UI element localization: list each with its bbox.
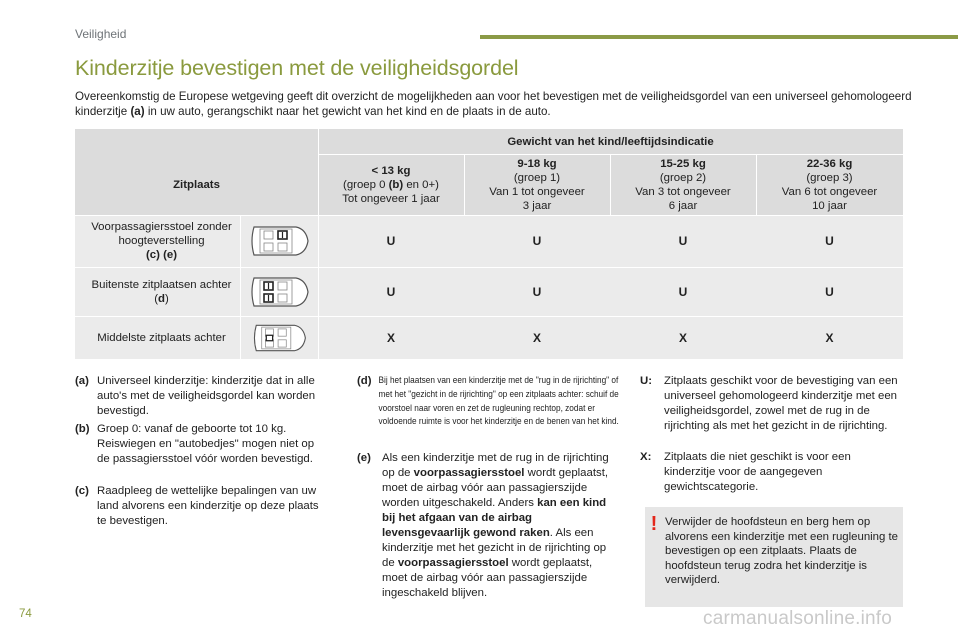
row-label-ref: d	[158, 292, 165, 305]
column-group	[343, 178, 439, 192]
footnote-a	[75, 374, 327, 419]
column-age: Van 3 tot ongeveer 6 jaar	[635, 185, 731, 212]
table-divider	[318, 215, 319, 359]
column-group-a: (groep 0	[343, 178, 389, 191]
table-divider	[610, 154, 611, 215]
footnote-e-t2: wordt geplaatst, moet de airbag vóór aan passagierszijde worden uitgeschakeld. Anders	[382, 467, 609, 509]
footnote-key: (b)	[75, 423, 90, 435]
legend-x	[640, 450, 902, 495]
warning-box	[645, 507, 903, 607]
car-front-passenger-icon	[240, 215, 318, 267]
legend-key: X:	[640, 451, 652, 463]
column-weight: < 13 kg	[371, 164, 411, 177]
value-cell: X	[610, 316, 756, 359]
column-header	[610, 154, 756, 215]
column-header	[464, 154, 610, 215]
table-divider	[75, 316, 903, 317]
car-rear-middle-seat-icon	[240, 316, 318, 359]
footnote-text: Universeel kinderzitje: kinderzitje dat in alle auto's met de veiligheidsgordel kan worden bevestigd.	[97, 375, 316, 417]
footnote-text: Bij het plaatsen van een kinderzitje met de "rug in de rijrichting" of met het "gezicht in de rijrichting" op een zitplaats achter: schuif de voorstoel naar voren en zet de rugleuning rechtop, zodat er voldoende ruimte is voor het kinderzitje en de benen van het kind.	[378, 375, 619, 428]
legend-u	[640, 374, 902, 434]
value-cell: X	[318, 316, 464, 359]
value-cell: U	[610, 267, 756, 316]
row-label	[75, 267, 240, 316]
seat-compatibility-table	[75, 129, 903, 359]
row-label-a: Buitenste zitplaatsen achter (	[91, 278, 232, 305]
column-weight: 9-18 kg	[517, 157, 557, 170]
row-label: Middelste zitplaats achter	[75, 316, 240, 359]
footnote-d	[357, 374, 627, 429]
row-label	[75, 215, 240, 267]
footnote-key: (d)	[357, 375, 372, 387]
car-rear-outer-seats-icon	[240, 267, 318, 316]
row-label-text	[83, 278, 240, 306]
value-cell: U	[756, 215, 903, 267]
column-age: Tot ongeveer 1 jaar	[342, 192, 440, 205]
page-title: Kinderzitje bevestigen met de veiligheidsgordel	[75, 56, 519, 80]
table-divider	[75, 215, 903, 216]
intro-paragraph	[75, 89, 915, 119]
footnote-key: (e)	[357, 452, 371, 464]
column-weight: 15-25 kg	[660, 157, 706, 170]
footnote-c	[75, 484, 327, 529]
footnote-b	[75, 422, 327, 467]
footnote-e-b2: kan een kind bij het afgaan van de airbag levensgevaarlijk gewond raken	[382, 497, 607, 539]
table-divider	[240, 215, 241, 359]
row-label-ref: (c) (e)	[145, 249, 177, 261]
column-group: (groep 3)	[806, 171, 853, 184]
column-age: Van 6 tot ongeveer 10 jaar	[781, 185, 878, 212]
column-age: Van 1 tot ongeveer 3 jaar	[489, 185, 585, 212]
watermark: carmanualsonline.info	[703, 608, 893, 629]
value-cell: X	[756, 316, 903, 359]
column-group-c: en 0+)	[403, 178, 439, 191]
value-cell: U	[318, 267, 464, 316]
legend-text: Zitplaats die niet geschikt is voor een kinderzitje voor de aangegeven gewichtscategorie.	[664, 451, 851, 493]
exclamation-icon: !	[650, 513, 658, 535]
weight-header: Gewicht van het kind/leeftijdsindicatie	[318, 129, 903, 154]
footnote-e-t3: . Als een kinderzitje met het gezicht in de rijrichting op de	[382, 527, 607, 569]
seat-header: Zitplaats	[75, 129, 318, 215]
column-weight: 22-36 kg	[806, 157, 853, 170]
value-cell: U	[756, 267, 903, 316]
footnote-e-b1: voorpassagiersstoel	[413, 467, 525, 479]
warning-text: Verwijder de hoofdsteun en berg hem op alvorens een kinderzitje met een rugleuning te bevestigen op een zitplaats. Plaats de hoofdsteun terug zodra het kinderzitje is verwijderd.	[665, 516, 899, 587]
page-number: 74	[19, 608, 32, 620]
footnote-e-t1: Als een kinderzitje met de rug in de rijrichting op de	[382, 452, 609, 479]
footnote-key: (a)	[75, 375, 89, 387]
footnote-key: (c)	[75, 485, 89, 497]
column-header	[756, 154, 903, 215]
footnote-e-t4: wordt geplaatst, moet de airbag vóór aan passagierszijde ingeschakeld blijven.	[382, 557, 593, 599]
row-label-b: )	[164, 292, 169, 305]
legend-key: U:	[640, 375, 653, 387]
footnote-e-b3: voorpassagiersstoel	[397, 557, 509, 569]
footnote-text: Groep 0: vanaf de geboorte tot 10 kg. Reiswiegen en "autobedjes" mogen niet op de passagiersstoel vóór worden bevestigd.	[97, 423, 315, 465]
intro-text-2: in uw auto, gerangschikt naar het gewicht van het kind en de plaats in de auto.	[144, 105, 551, 118]
column-header	[318, 154, 464, 215]
value-cell: U	[464, 215, 610, 267]
legend-text: Zitplaats geschikt voor de bevestiging van een universeel gehomologeerd kinderzitje met een veiligheidsgordel, zowel met de rug in de rijrichting als met het gezicht in de rijrichting.	[664, 375, 898, 432]
column-group-ref: (b)	[388, 178, 404, 191]
column-group: (groep 1)	[513, 171, 561, 184]
table-divider	[318, 129, 319, 215]
table-divider	[464, 154, 465, 215]
table-divider	[75, 267, 903, 268]
column-group: (groep 2)	[659, 171, 707, 184]
value-cell: U	[464, 267, 610, 316]
section-label: Veiligheid	[75, 27, 127, 41]
table-divider	[756, 154, 757, 215]
intro-text-1: Overeenkomstig de Europese wetgeving geeft dit overzicht de mogelijkheden aan voor het bevestigen met de veiligheidsgordel van een universeel gehomologeerd kinderzitje	[75, 90, 912, 118]
value-cell: U	[318, 215, 464, 267]
footnote-e	[357, 451, 627, 601]
section-bar	[480, 35, 958, 39]
row-label-text: Voorpassagiersstoel zonder hoogteverstelling	[91, 221, 232, 247]
footnote-text: Raadpleeg de wettelijke bepalingen van uw land alvorens een kinderzitje op deze plaats te bevestigen.	[97, 485, 319, 527]
value-cell: U	[610, 215, 756, 267]
footnote-text	[357, 451, 614, 601]
intro-ref: (a)	[130, 105, 145, 118]
value-cell: X	[464, 316, 610, 359]
